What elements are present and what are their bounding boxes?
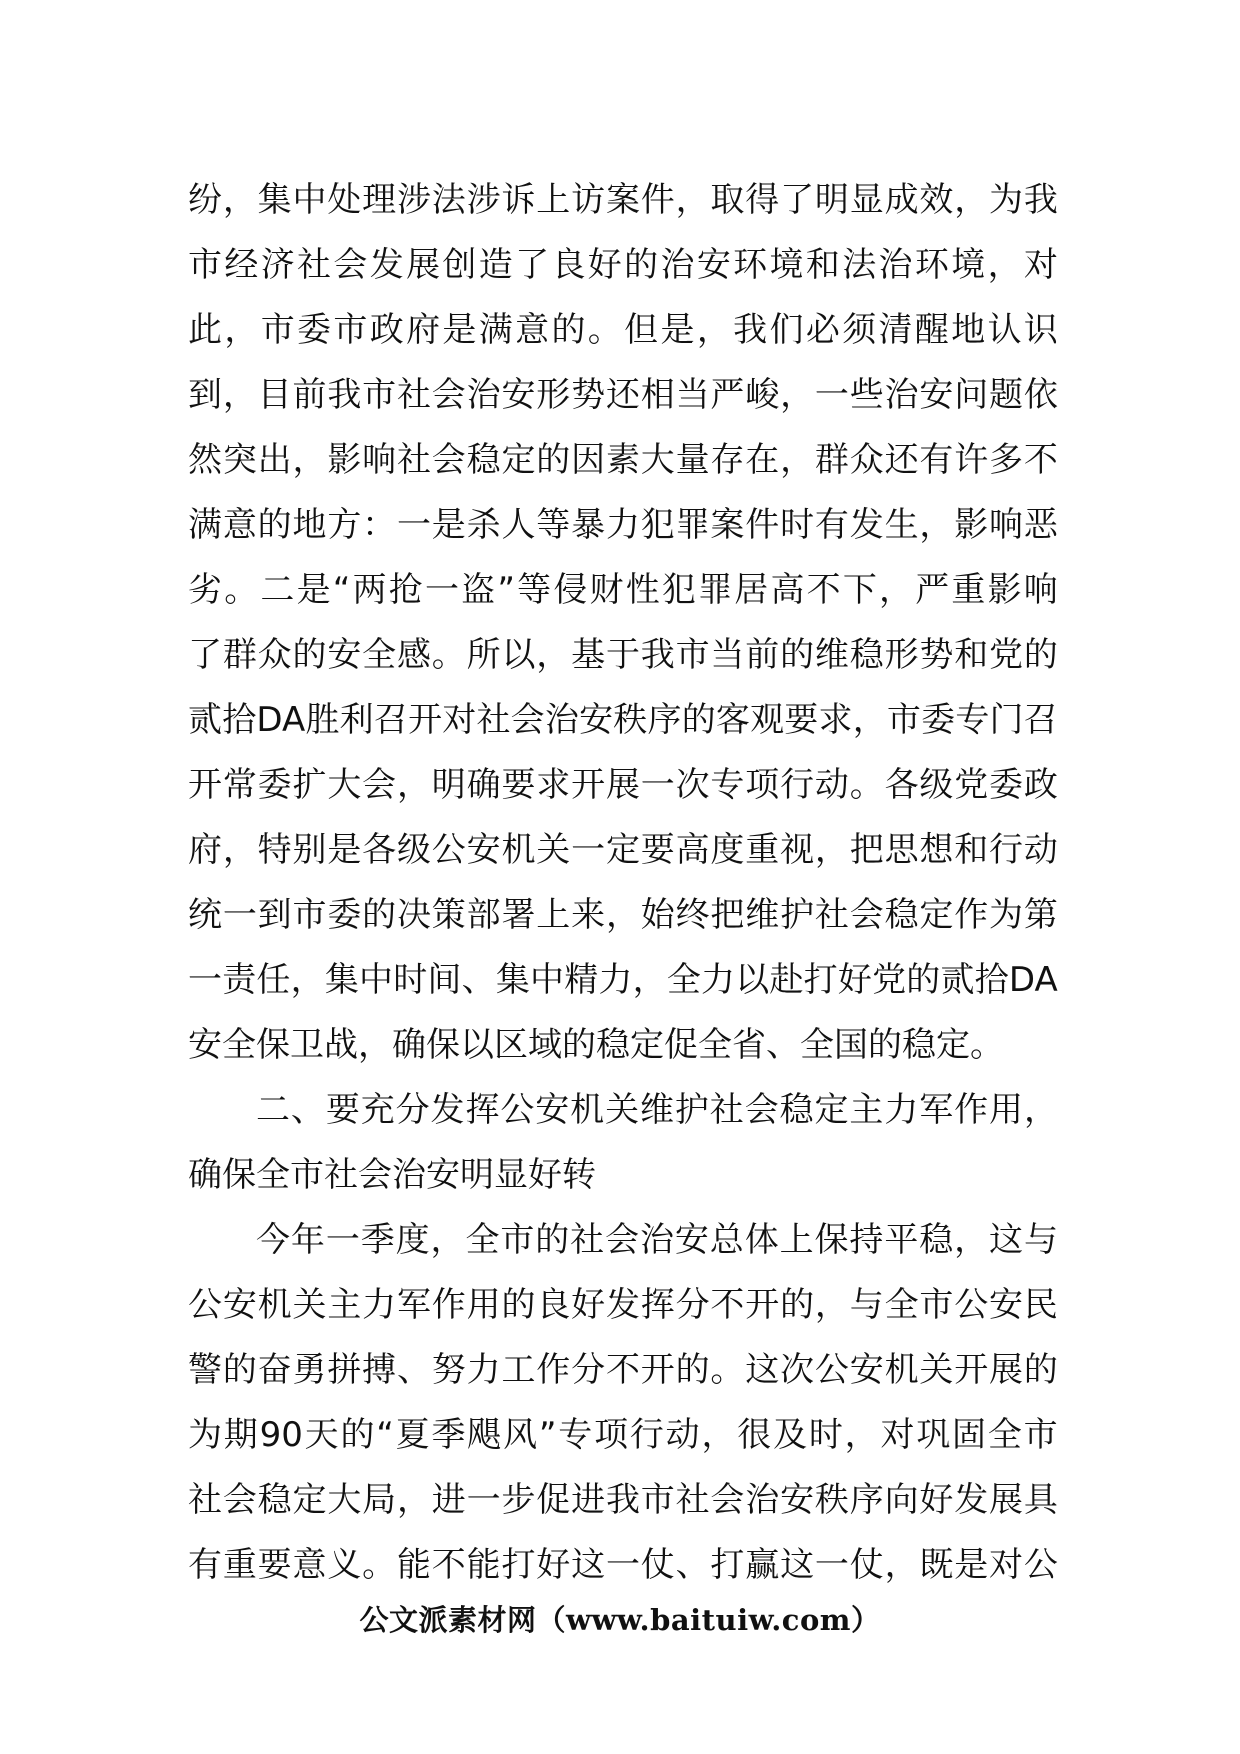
text-line: 贰 拾 DA 胜 利 召 开 对 社 会 治 安 秩 序 的 客 观 要 求 ， 市 委 专 门 召 [188,700,1058,740]
text-line: 到 ， 目 前 我 市 社 会 治 安 形 势 还 相 当 严 峻 ， 一 些 治 安 问 题 依 [188,375,1058,415]
text-line: 为 期 90 天 的 “ 夏 季 飓 风 ” 专 项 行 动 ， 很 及 时 ， 对 巩 固 全 市 [188,1415,1058,1455]
text-line: 安全保卫战，确保以区域的稳定促全省、全国的稳定。 [188,1025,1004,1065]
text-line: 府 ， 特 别 是 各 级 公 安 机 关 一 定 要 高 度 重 视 ， 把 思 想 和 行 动 [188,830,1058,870]
text-line: 确保全市社会治安明显好转 [188,1155,596,1195]
text-line: 有 重 要 意 义 。 能 不 能 打 好 这 一 仗 、 打 赢 这 一 仗 ， 既 是 对 公 [188,1545,1058,1585]
text-line: 警 的 奋 勇 拼 搏 、 努 力 工 作 分 不 开 的 。 这 次 公 安 机 关 开 展 的 [188,1350,1058,1390]
text-line: 二 、 要 充 分 发 挥 公 安 机 关 维 护 社 会 稳 定 主 力 军 作 用 ， [256,1090,1058,1130]
text-line: 公 安 机 关 主 力 军 作 用 的 良 好 发 挥 分 不 开 的 ， 与 全 市 公 安 民 [188,1285,1058,1325]
text-line: 此 ， 市 委 市 政 府 是 满 意 的 。 但 是 ， 我 们 必 须 清 醒 地 认 识 [188,310,1058,350]
text-line: 一 责 任 ， 集 中 时 间 、 集 中 精 力 ， 全 力 以 赴 打 好 党 的 贰 拾 DA [188,960,1058,1000]
text-line: 然 突 出 ， 影 响 社 会 稳 定 的 因 素 大 量 存 在 ， 群 众 还 有 许 多 不 [188,440,1058,480]
text-line: 劣 。 二 是 “ 两 抢 一 盗 ” 等 侵 财 性 犯 罪 居 高 不 下 ， 严 重 影 响 [188,570,1058,610]
footer-watermark: 公文派素材网（www.baituiw.com） [359,1603,881,1637]
text-line: 了 群 众 的 安 全 感 。 所 以 ， 基 于 我 市 当 前 的 维 稳 形 势 和 党 的 [188,635,1058,675]
text-line: 纷 ， 集 中 处 理 涉 法 涉 诉 上 访 案 件 ， 取 得 了 明 显 成 效 ， 为 我 [188,180,1058,220]
text-line: 今 年 一 季 度 ， 全 市 的 社 会 治 安 总 体 上 保 持 平 稳 ， 这 与 [256,1220,1058,1260]
text-line: 市 经 济 社 会 发 展 创 造 了 良 好 的 治 安 环 境 和 法 治 环 境 ， 对 [188,245,1058,285]
text-line: 社 会 稳 定 大 局 ， 进 一 步 促 进 我 市 社 会 治 安 秩 序 向 好 发 展 具 [188,1480,1058,1520]
text-line: 满 意 的 地 方 ： 一 是 杀 人 等 暴 力 犯 罪 案 件 时 有 发 生 ， 影 响 恶 [188,505,1058,545]
body-text [188,168,1058,1598]
text-line: 统 一 到 市 委 的 决 策 部 署 上 来 ， 始 终 把 维 护 社 会 稳 定 作 为 第 [188,895,1058,935]
text-line: 开 常 委 扩 大 会 ， 明 确 要 求 开 展 一 次 专 项 行 动 。 各 级 党 委 政 [188,765,1058,805]
